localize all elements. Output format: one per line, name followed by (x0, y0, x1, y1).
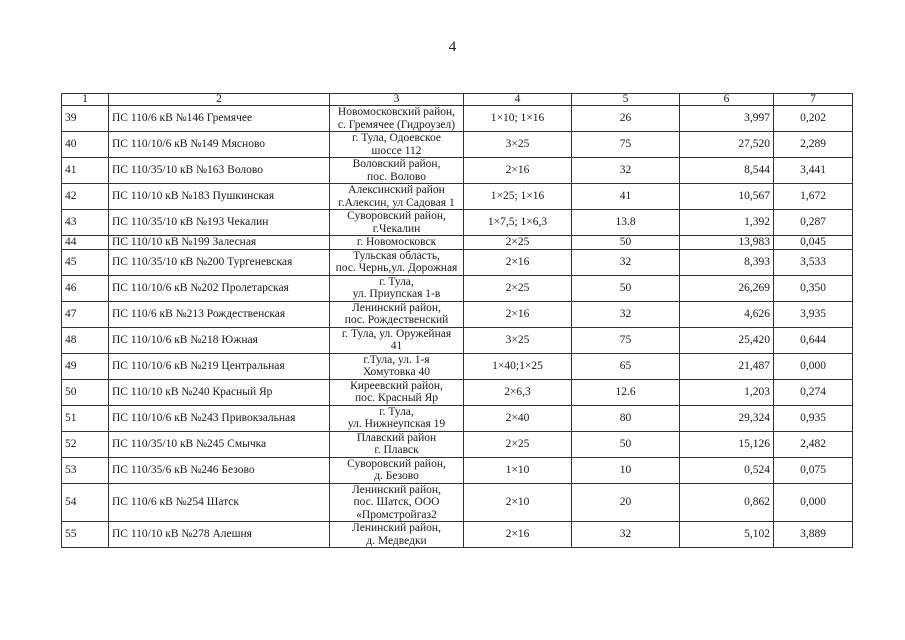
address-line: Тульская область, (353, 249, 440, 262)
substation-table (61, 93, 853, 548)
load-value: 0,524 (680, 457, 774, 483)
address-line: г.Алексин, ул Садовая 1 (338, 196, 455, 209)
load-value: 4,626 (680, 301, 774, 327)
installed-capacity: 75 (572, 132, 680, 158)
address-line: с. Гремячее (Гидроузел) (337, 118, 456, 131)
address-line: пос. Шатск, ООО (353, 496, 440, 508)
load-value: 25,420 (680, 327, 774, 353)
substation-name: ПС 110/6 кВ №146 Гремячее (109, 106, 330, 132)
address-line: пос. Рождественский (344, 314, 449, 326)
transformer-config: 2×16 (464, 301, 572, 327)
address-line: Ленинский район, (352, 483, 441, 496)
reserve-value: 3,441 (774, 158, 853, 184)
row-number: 53 (62, 457, 109, 483)
transformer-config: 1×10 (464, 457, 572, 483)
substation-address (330, 457, 464, 483)
installed-capacity: 32 (572, 522, 680, 548)
load-value: 8,544 (680, 158, 774, 184)
column-header-3: 3 (330, 94, 464, 106)
installed-capacity: 20 (572, 483, 680, 522)
address-line: г.Чекалин (372, 222, 421, 235)
transformer-config: 2×16 (464, 522, 572, 548)
substation-name: ПС 110/10/6 кВ №219 Центральная (109, 353, 330, 379)
reserve-value: 0,202 (774, 106, 853, 132)
row-number: 52 (62, 431, 109, 457)
address-line: Алексинский район (348, 184, 445, 196)
substation-name: ПС 110/10/6 кВ №149 Мясново (109, 132, 330, 158)
installed-capacity: 41 (572, 184, 680, 210)
address-line: Хомутовка 40 (362, 366, 431, 378)
row-number: 45 (62, 249, 109, 275)
table-row (62, 405, 853, 431)
substation-address (330, 379, 464, 405)
transformer-config: 2×10 (464, 483, 572, 522)
load-value: 27,520 (680, 132, 774, 158)
row-number: 49 (62, 353, 109, 379)
substation-name: ПС 110/10/6 кВ №243 Привокзальная (109, 405, 330, 431)
load-value: 13,983 (680, 236, 774, 250)
transformer-config: 2×16 (464, 249, 572, 275)
load-value: 1,203 (680, 379, 774, 405)
substation-name: ПС 110/10 кВ №183 Пушкинская (109, 184, 330, 210)
table-row (62, 327, 853, 353)
installed-capacity: 75 (572, 327, 680, 353)
reserve-value: 0,075 (774, 457, 853, 483)
installed-capacity: 12.6 (572, 379, 680, 405)
address-line: 41 (390, 340, 403, 352)
table-row (62, 236, 853, 250)
address-line: г. Тула, Одоевское (352, 132, 441, 144)
address-line: Новомосковский район, (337, 106, 456, 118)
address-line: д. Медведки (366, 534, 427, 547)
table-row (62, 522, 853, 548)
table-row (62, 301, 853, 327)
row-number: 43 (62, 210, 109, 236)
row-number: 55 (62, 522, 109, 548)
address-line: Ленинский район, (352, 301, 441, 314)
column-header-2: 2 (109, 94, 330, 106)
substation-name: ПС 110/6 кВ №213 Рождественская (109, 301, 330, 327)
table-body (62, 106, 853, 548)
reserve-value: 1,672 (774, 184, 853, 210)
table-row (62, 249, 853, 275)
substation-name: ПС 110/10/6 кВ №202 Пролетарская (109, 275, 330, 301)
substation-address (330, 483, 464, 522)
installed-capacity: 13.8 (572, 210, 680, 236)
substation-address (330, 249, 464, 275)
address-line: г. Новомосковск (356, 236, 437, 248)
load-value: 3,997 (680, 106, 774, 132)
transformer-config: 2×40 (464, 405, 572, 431)
substation-address (330, 132, 464, 158)
load-value: 5,102 (680, 522, 774, 548)
substation-name: ПС 110/10/6 кВ №218 Южная (109, 327, 330, 353)
table-row (62, 431, 853, 457)
transformer-config: 2×25 (464, 236, 572, 250)
transformer-config: 2×6,3 (464, 379, 572, 405)
transformer-config: 3×25 (464, 132, 572, 158)
installed-capacity: 50 (572, 431, 680, 457)
column-header-7: 7 (774, 94, 853, 106)
row-number: 40 (62, 132, 109, 158)
reserve-value: 2,482 (774, 431, 853, 457)
address-line: Киреевский район, (350, 379, 443, 392)
reserve-value: 0,644 (774, 327, 853, 353)
substation-address (330, 275, 464, 301)
row-number: 48 (62, 327, 109, 353)
substation-address (330, 301, 464, 327)
installed-capacity: 50 (572, 275, 680, 301)
substation-name: ПС 110/35/10 кВ №200 Тургеневская (109, 249, 330, 275)
address-line: «Промстройгаз2 (356, 508, 437, 521)
address-line: д. Безово (374, 470, 419, 482)
substation-address (330, 236, 464, 250)
address-line: Воловский район, (352, 158, 441, 170)
address-line: пос. Волово (367, 170, 426, 183)
substation-name: ПС 110/6 кВ №254 Шатск (109, 483, 330, 522)
address-line: г. Плавск (374, 444, 419, 456)
address-line: Суворовский район, (347, 457, 446, 470)
installed-capacity: 26 (572, 106, 680, 132)
installed-capacity: 32 (572, 301, 680, 327)
column-header-1: 1 (62, 94, 109, 106)
row-number: 54 (62, 483, 109, 522)
table-row (62, 184, 853, 210)
reserve-value: 0,935 (774, 405, 853, 431)
load-value: 21,487 (680, 353, 774, 379)
substation-name: ПС 110/35/10 кВ №163 Волово (109, 158, 330, 184)
row-number: 39 (62, 106, 109, 132)
address-line: ул. Нижнеупская 19 (347, 418, 446, 430)
table-header-row (62, 94, 853, 106)
reserve-value: 0,000 (774, 483, 853, 522)
reserve-value: 0,000 (774, 353, 853, 379)
address-line: г.Тула, ул. 1-я (363, 353, 430, 366)
substation-address (330, 184, 464, 210)
substation-address (330, 405, 464, 431)
transformer-config: 2×25 (464, 275, 572, 301)
transformer-config: 3×25 (464, 327, 572, 353)
table-row (62, 275, 853, 301)
substation-address (330, 327, 464, 353)
table-row (62, 132, 853, 158)
table-row (62, 210, 853, 236)
row-number: 44 (62, 236, 109, 250)
transformer-config: 1×10; 1×16 (464, 106, 572, 132)
installed-capacity: 80 (572, 405, 680, 431)
row-number: 42 (62, 184, 109, 210)
substation-name: ПС 110/10 кВ №278 Алешня (109, 522, 330, 548)
reserve-value: 3,533 (774, 249, 853, 275)
table-row (62, 106, 853, 132)
load-value: 0,862 (680, 483, 774, 522)
load-value: 1,392 (680, 210, 774, 236)
address-line: г. Тула, (379, 275, 414, 288)
column-header-6: 6 (680, 94, 774, 106)
reserve-value: 0,350 (774, 275, 853, 301)
reserve-value: 0,045 (774, 236, 853, 250)
column-header-4: 4 (464, 94, 572, 106)
substation-name: ПС 110/35/10 кВ №193 Чекалин (109, 210, 330, 236)
reserve-value: 2,289 (774, 132, 853, 158)
table-row (62, 379, 853, 405)
installed-capacity: 50 (572, 236, 680, 250)
address-line: Ленинский район, (352, 522, 441, 534)
table-row (62, 483, 853, 522)
row-number: 51 (62, 405, 109, 431)
column-header-5: 5 (572, 94, 680, 106)
address-line: г. Тула, (379, 405, 414, 418)
table-row (62, 353, 853, 379)
transformer-config: 2×25 (464, 431, 572, 457)
installed-capacity: 10 (572, 457, 680, 483)
substation-address (330, 431, 464, 457)
load-value: 29,324 (680, 405, 774, 431)
address-line: Плавский район (356, 431, 437, 444)
substation-address (330, 210, 464, 236)
substation-address (330, 106, 464, 132)
reserve-value: 0,287 (774, 210, 853, 236)
transformer-config: 2×16 (464, 158, 572, 184)
reserve-value: 3,889 (774, 522, 853, 548)
address-line: пос. Чернь,ул. Дорожная (335, 262, 458, 274)
page-number: 4 (448, 39, 457, 55)
table-row (62, 158, 853, 184)
reserve-value: 3,935 (774, 301, 853, 327)
transformer-config: 1×7,5; 1×6,3 (464, 210, 572, 236)
installed-capacity: 32 (572, 158, 680, 184)
address-line: г. Тула, ул. Оружейная (341, 327, 452, 340)
substation-name: ПС 110/35/6 кВ №246 Безово (109, 457, 330, 483)
load-value: 26,269 (680, 275, 774, 301)
row-number: 47 (62, 301, 109, 327)
installed-capacity: 32 (572, 249, 680, 275)
table-row (62, 457, 853, 483)
address-line: Суворовский район, (347, 210, 446, 222)
row-number: 41 (62, 158, 109, 184)
reserve-value: 0,274 (774, 379, 853, 405)
substation-name: ПС 110/10 кВ №199 Залесная (109, 236, 330, 250)
substation-name: ПС 110/10 кВ №240 Красный Яр (109, 379, 330, 405)
transformer-config: 1×25; 1×16 (464, 184, 572, 210)
installed-capacity: 65 (572, 353, 680, 379)
load-value: 8,393 (680, 249, 774, 275)
substation-address (330, 522, 464, 548)
row-number: 50 (62, 379, 109, 405)
transformer-config: 1×40;1×25 (464, 353, 572, 379)
substation-address (330, 158, 464, 184)
load-value: 10,567 (680, 184, 774, 210)
address-line: пос. Красный Яр (354, 392, 438, 404)
substation-address (330, 353, 464, 379)
address-line: шоссе 112 (371, 144, 422, 157)
row-number: 46 (62, 275, 109, 301)
address-line: ул. Приупская 1-в (352, 288, 441, 300)
load-value: 15,126 (680, 431, 774, 457)
substation-name: ПС 110/35/10 кВ №245 Смычка (109, 431, 330, 457)
